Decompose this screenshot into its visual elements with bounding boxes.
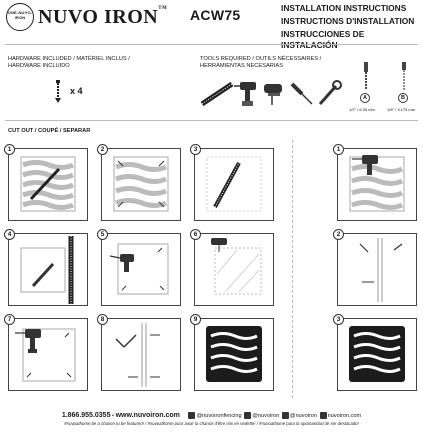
instructions-title-es: INSTRUCCIONES DE INSTALACIÓN [281, 29, 365, 50]
grate-wave-corners-icon [102, 149, 180, 220]
saw-icon [202, 84, 232, 104]
brand-name [38, 6, 167, 29]
step-panel-7 [8, 318, 88, 391]
step-panel-2 [101, 148, 181, 221]
tools-label [200, 56, 321, 70]
header-divider [5, 44, 418, 45]
step-number-9: 9 [190, 314, 201, 325]
instructions-title-en: INSTALLATION INSTRUCTIONS [281, 3, 407, 13]
tools-icons [198, 76, 348, 110]
jigsaw-icon [264, 84, 282, 105]
screw-icon [52, 80, 64, 104]
step-number-4: 4 [4, 229, 15, 240]
step-panel-r1 [337, 148, 417, 221]
grate-wave-icon [9, 149, 87, 220]
footer-social-2: @nuvoiron [252, 413, 280, 419]
web-icon [320, 412, 327, 419]
footer-phone: 1.866.955.0355 [61, 412, 111, 419]
wall-saw-icon [9, 234, 87, 305]
drill-bit-a-label: A [360, 93, 370, 103]
brand-trademark: TM [158, 6, 168, 11]
step-number-r3: 3 [333, 314, 344, 325]
hardware-quantity: x 4 [70, 86, 83, 96]
logo-text: ONE-NUVO-IRON [7, 10, 33, 20]
finished-grate-icon [338, 319, 416, 390]
drill-bit-b-size: 1/8" / 3.175 mm [387, 107, 416, 112]
hardware-label-line1: HARDWARE INCLUDED / MATÉRIEL INCLUS / [8, 56, 130, 62]
step-number-r1: 1 [333, 144, 344, 155]
step-panel-3 [194, 148, 274, 221]
step-panel-6 [194, 233, 274, 306]
step-panel-8 [101, 318, 181, 391]
drill-grate-icon [338, 149, 416, 220]
hardware-label-line2: HARDWARE INCLUIDO [8, 63, 70, 69]
step-panel-5 [101, 233, 181, 306]
step-number-8: 8 [97, 314, 108, 325]
saw-cut-icon [195, 149, 273, 220]
drill-bit-b-label: B [398, 93, 408, 103]
step-panel-r2 [337, 233, 417, 306]
instructions-title-fr: INSTRUCTIONS D'INSTALLATION [281, 16, 415, 26]
finished-grate-icon [195, 319, 273, 390]
step-number-5: 5 [97, 229, 108, 240]
facebook-icon [188, 412, 195, 419]
step-number-7: 7 [4, 314, 15, 325]
cutout-label: CUT OUT / COUPÉ / SEPARAR [8, 128, 91, 134]
step-panel-1 [8, 148, 88, 221]
footer-tagline: #nuvoathome be a chance to be featured! / #nuvoathome pour avoir la chance d'être mis en vedette! / #nuvoathome para la oportunidad de ser destacado! [64, 421, 359, 427]
step-panel-4 [8, 233, 88, 306]
hardware-label [8, 56, 130, 70]
footer-contact-row [0, 412, 423, 419]
step-panel-r3 [337, 318, 417, 391]
footer-website: www.nuvoiron.com [115, 412, 180, 419]
footer-social-3: @nuvoiron [289, 413, 318, 419]
drill-anchor-icon [9, 319, 87, 390]
instagram-icon [244, 412, 251, 419]
tools-label-line1: TOOLS REQUIRED / OUTILS NÉCESSAIRES / [200, 56, 322, 62]
step-panel-9 [194, 318, 274, 391]
step-number-3: 3 [190, 144, 201, 155]
footer-social-4: nuvoiron.com [327, 413, 362, 419]
screwdriver-icon [292, 84, 312, 104]
footer-social-1: @nuvoironfencing [196, 413, 242, 419]
footer [0, 412, 423, 426]
jigsaw-cut-icon [195, 234, 273, 305]
brand-logo [6, 3, 34, 31]
drill-bit-a-size: 1/2" / 6.35 mm [349, 107, 375, 112]
step-number-2: 2 [97, 144, 108, 155]
drill-holes-icon [102, 234, 180, 305]
tools-divider [5, 120, 418, 121]
drill-bit-b-icon [399, 62, 409, 92]
model-number: ACW75 [190, 7, 241, 23]
tools-label-line2: HERRAMIENTAS NECESARIAS [200, 63, 284, 69]
drill-bit-a-icon [361, 62, 371, 92]
footer-separator: • [112, 413, 116, 419]
step-number-6: 6 [190, 229, 201, 240]
drill-icon [234, 82, 256, 106]
wrench-icon [320, 81, 341, 104]
step-number-r2: 2 [333, 229, 344, 240]
brand-text: NUVO IRON [38, 6, 159, 28]
column-divider [292, 140, 293, 398]
linkedin-icon [282, 412, 289, 419]
screw-post-icon [338, 234, 416, 305]
step-number-1: 1 [4, 144, 15, 155]
screw-in-icon [102, 319, 180, 390]
